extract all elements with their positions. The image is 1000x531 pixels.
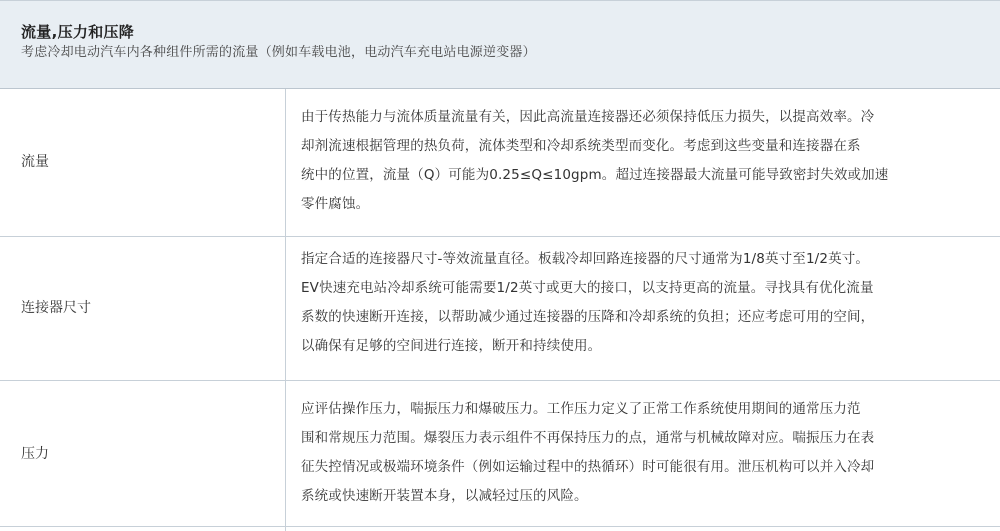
table-row-pressure xyxy=(0,381,1000,527)
desc-line: 围和常规压力范围。爆裂压力表示组件不再保持压力的点，通常与机械故障对应。喘振压力在表 xyxy=(301,430,875,446)
row-label-pressure: 压力 xyxy=(21,446,49,462)
desc-line: 以确保有足够的空间进行连接，断开和持续使用。 xyxy=(301,338,602,354)
table-row-flow xyxy=(0,89,1000,237)
table-title: 流量,压力和压降 xyxy=(21,23,135,41)
row-label-connector-size: 连接器尺寸 xyxy=(21,300,91,316)
desc-line: 零件腐蚀。 xyxy=(301,196,370,212)
desc-line: 系统或快速断开装置本身，以减轻过压的风险。 xyxy=(301,488,588,504)
table-subtitle: 考虑冷却电动汽车内各种组件所需的流量（例如车载电池，电动汽车充电站电源逆变器） xyxy=(21,45,536,60)
row-description-pressure xyxy=(301,395,981,511)
desc-line: 却剂流速根据管理的热负荷，流体类型和冷却系统类型而变化。考虑到这些变量和连接器在系 xyxy=(301,138,861,154)
table-header xyxy=(0,1,1000,89)
desc-line: 应评估操作压力，喘振压力和爆破压力。工作压力定义了正常工作系统使用期间的通常压力范 xyxy=(301,401,861,417)
row-description-connector-size xyxy=(301,245,981,361)
desc-line: 系数的快速断开连接，以帮助减少通过连接器的压降和冷却系统的负担；还应考虑可用的空间， xyxy=(301,309,875,325)
desc-line: 征失控情况或极端环境条件（例如运输过程中的热循环）时可能很有用。泄压机构可以并入冷却 xyxy=(301,459,875,475)
table-row-connector-size xyxy=(0,237,1000,381)
desc-line: 统中的位置，流量（Q）可能为0.25≤Q≤10gpm。超过连接器最大流量可能导致密封失效或加速 xyxy=(301,167,889,183)
desc-line: 指定合适的连接器尺寸-等效流量直径。板载冷却回路连接器的尺寸通常为1/8英寸至1/2英寸。 xyxy=(301,251,870,267)
row-label-flow: 流量 xyxy=(21,154,49,170)
row-description-flow xyxy=(301,103,981,219)
desc-line: EV快速充电站冷却系统可能需要1/2英寸或更大的接口，以支持更高的流量。寻找具有优化流量 xyxy=(301,280,874,296)
desc-line: 由于传热能力与流体质量流量有关，因此高流量连接器还必须保持低压力损失，以提高效率。冷 xyxy=(301,109,875,125)
